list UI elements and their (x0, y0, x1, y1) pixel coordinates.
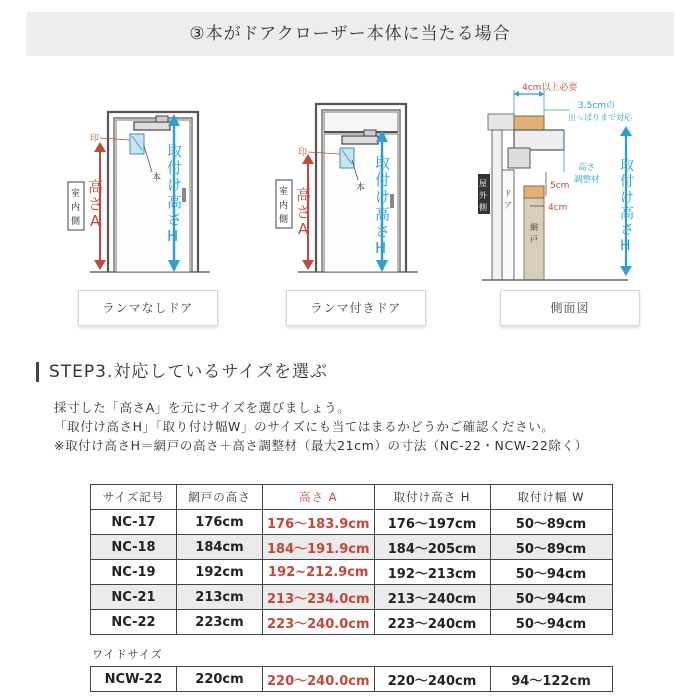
col-mount-height-h: 取付け高さ H (374, 485, 490, 510)
svg-text:4cm: 4cm (548, 203, 568, 213)
svg-text:外: 外 (479, 191, 487, 200)
svg-text:網: 網 (530, 223, 538, 232)
svg-text:け: け (375, 188, 391, 206)
svg-text:側: 側 (71, 217, 81, 227)
caption-side-view: 側面図 (500, 290, 640, 326)
svg-text:調整材: 調整材 (574, 175, 600, 185)
wide-size-table (90, 666, 613, 692)
height-h-arrow (620, 126, 634, 276)
step-description-line-1: 採寸した「高さA」を元にサイズを選びましょう。 (54, 400, 351, 415)
svg-text:付: 付 (167, 159, 183, 177)
svg-text:室: 室 (71, 189, 81, 199)
svg-text:内: 内 (279, 201, 289, 211)
book-label: 本 (356, 183, 366, 193)
svg-text:高: 高 (620, 206, 634, 222)
svg-text:取: 取 (620, 158, 634, 174)
svg-text:取: 取 (375, 154, 391, 172)
table-row: NC-21 213cm 213～234.0cm 213～240cm 50～94cm (91, 585, 613, 610)
door-diagram-no-transom (60, 80, 230, 280)
svg-text:高: 高 (375, 205, 391, 223)
height-a-arrow (296, 154, 314, 270)
svg-text:さ: さ (620, 222, 634, 238)
table-row: NCW-22 220cm 220～240.0cm 220～240cm 94～122cm (91, 667, 613, 692)
wide-size-label: ワイドサイズ (92, 648, 163, 661)
svg-text:高: 高 (88, 178, 104, 196)
svg-text:側: 側 (279, 215, 289, 225)
svg-text:内: 内 (71, 203, 81, 213)
svg-text:A: A (298, 220, 309, 238)
caption-with-transom: ランマ付きドア (286, 290, 426, 326)
door-diagram-with-transom (268, 80, 438, 280)
svg-text:出っぱりまで対応: 出っぱりまで対応 (568, 113, 632, 122)
table-row: NC-17 176cm 176～183.9cm 176～197cm 50～89cm (91, 510, 613, 535)
book-label: 本 (152, 173, 162, 183)
table-row: NC-22 223cm 223～240.0cm 223～240cm 50～94cm (91, 610, 613, 635)
step-description-line-3: ※取付け高さH＝網戸の高さ＋高さ調整材（最大21cm）の寸法（NC-22・NCW-22除く） (54, 438, 588, 453)
size-table (90, 484, 613, 635)
mark-label: 印 (298, 148, 308, 158)
svg-text:取: 取 (167, 142, 183, 160)
book-icon (130, 134, 144, 154)
svg-text:ド: ド (504, 189, 512, 198)
caption-no-transom: ランマなしドア (78, 290, 218, 326)
step-description-line-2: 「取付け高さH」「取り付け幅W」のサイズにも当てはまるかどうかご確認ください。 (54, 419, 555, 434)
svg-text:H: H (375, 239, 387, 257)
svg-text:側: 側 (479, 203, 487, 212)
svg-text:さ: さ (167, 210, 183, 228)
svg-text:高: 高 (167, 193, 183, 211)
col-mount-width-w: 取付け幅 W (490, 485, 612, 510)
svg-text:高: 高 (296, 186, 312, 204)
svg-text:H: H (167, 227, 179, 245)
svg-text:高さ: 高さ (578, 163, 596, 173)
svg-text:A: A (90, 212, 101, 230)
svg-text:付: 付 (620, 174, 634, 190)
need-4cm-label: 4cm以上必要 (522, 83, 578, 93)
svg-text:さ: さ (296, 203, 312, 221)
svg-text:3.5cmの: 3.5cmの (578, 101, 616, 111)
col-height-a: 高さ A (263, 485, 375, 510)
mark-label: 印 (90, 134, 100, 144)
svg-text:け: け (620, 190, 634, 206)
table-row: NC-19 192cm 192~212.9cm 192～213cm 50～94cm (91, 560, 613, 585)
step-heading: STEP3.対応しているサイズを選ぶ (36, 362, 328, 382)
svg-text:さ: さ (88, 195, 104, 213)
svg-text:戸: 戸 (530, 235, 538, 244)
height-a-arrow (88, 142, 106, 270)
table-header-row (91, 485, 613, 510)
svg-text:H: H (620, 238, 631, 254)
side-view-diagram (478, 80, 678, 290)
svg-text:付: 付 (375, 171, 391, 189)
col-size-code: サイズ記号 (91, 485, 177, 510)
col-screen-height: 網戸の高さ (177, 485, 263, 510)
svg-text:屋: 屋 (479, 179, 487, 188)
book-icon (340, 148, 354, 168)
svg-text:さ: さ (375, 222, 391, 240)
section-title: ③本がドアクローザー本体に当たる場合 (26, 12, 674, 56)
svg-text:ア: ア (504, 201, 512, 210)
table-row: NC-18 184cm 184～191.9cm 184～205cm 50～89cm (91, 535, 613, 560)
svg-text:室: 室 (279, 187, 289, 197)
svg-text:5cm: 5cm (550, 181, 570, 191)
svg-text:け: け (167, 176, 183, 194)
